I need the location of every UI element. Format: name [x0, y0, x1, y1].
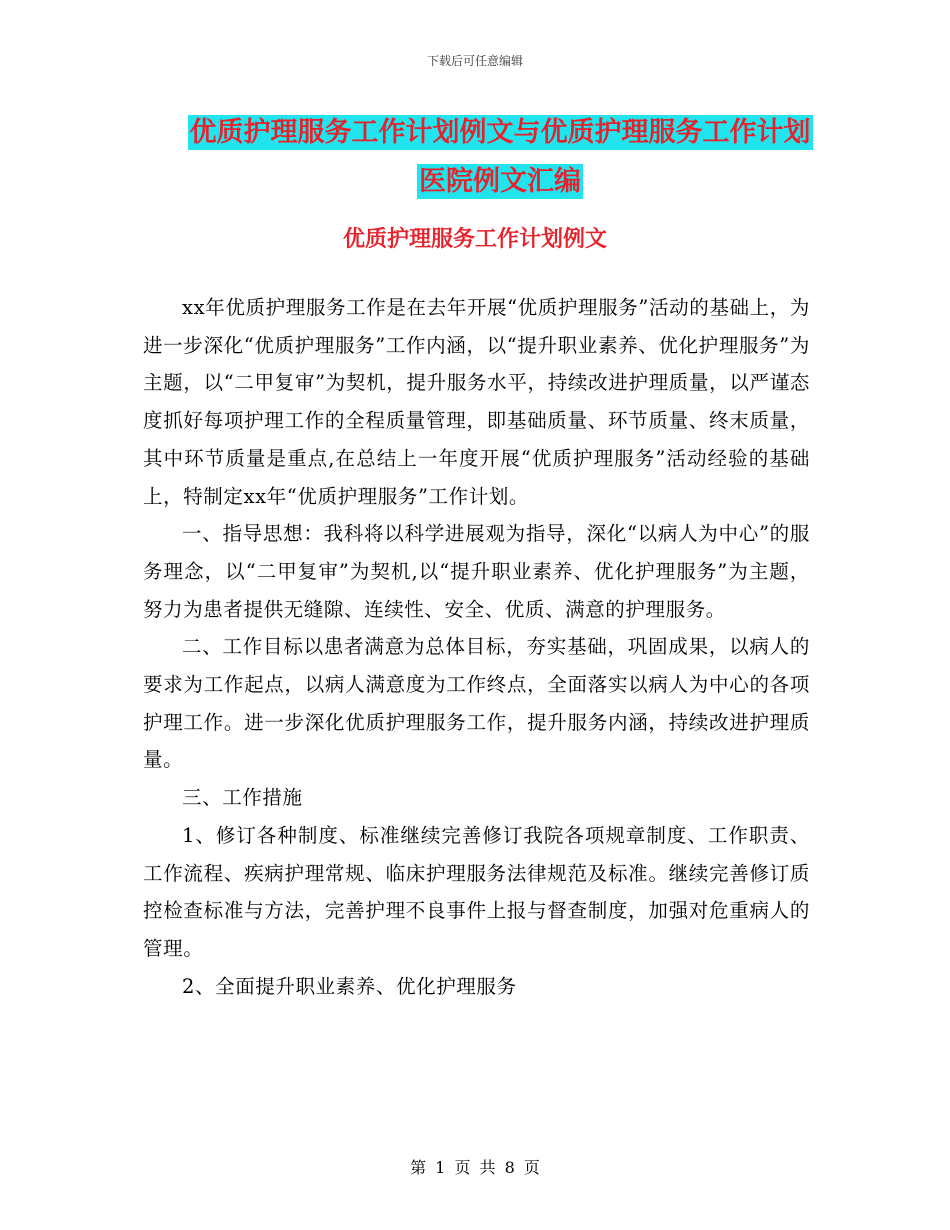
paragraph-work-goal: 二、工作目标以患者满意为总体目标，夯实基础，巩固成果，以病人的要求为工作起点，以病人满意度为工作终点，全面落实以病人为中心的各项护理工作。进一步深化优质护理服务工作，提升服务内涵，持续改进护理质量。	[143, 635, 810, 772]
paragraph-measure-2: 2、全面提升职业素养、优化护理服务	[182, 974, 517, 998]
paragraph-measure-1: 1、修订各种制度、标准继续完善修订我院各项规章制度、工作职责、工作流程、疾病护理常规、临床护理服务法律规范及标准。继续完善修订质控检查标准与方法，完善护理不良事件上报与督查制度，加强对危重病人的管理。	[143, 823, 810, 960]
paragraph-guiding-idea: 一、指导思想：我科将以科学进展观为指导，深化“以病人为中心”的服务理念，以“二甲复审”为契机,以“提升职业素养、优化护理服务”为主题，努力为患者提供无缝隙、连续性、安全、优质、满意的护理服务。	[143, 522, 810, 621]
paragraph-measures-heading: 三、工作措施	[182, 786, 303, 810]
page-footer: 第 1 页 共 8 页	[410, 1158, 540, 1177]
section-title: 优质护理服务工作计划例文	[342, 227, 607, 252]
paragraph-intro: xx年优质护理服务工作是在去年开展“优质护理服务”活动的基础上，为进一步深化“优质护理服务”工作内涵，以“提升职业素养、优化护理服务”为主题，以“二甲复审”为契机，提升服务水平，持续改进护理质量，以严谨态度抓好每项护理工作的全程质量管理，即基础质量、环节质量、终末质量，其中环节质量是重点,在总结上一年度开展“优质护理服务”活动经验的基础上，特制定xx年“优质护理服务”工作计划。	[143, 296, 810, 508]
document-title-line-1: 优质护理服务工作计划例文与优质护理服务工作计划	[189, 117, 811, 148]
document-body	[143, 289, 810, 1005]
document-title-line-2: 医院例文汇编	[419, 166, 581, 197]
header-note: 下载后可任意编辑	[426, 54, 523, 68]
document-title	[140, 108, 860, 206]
